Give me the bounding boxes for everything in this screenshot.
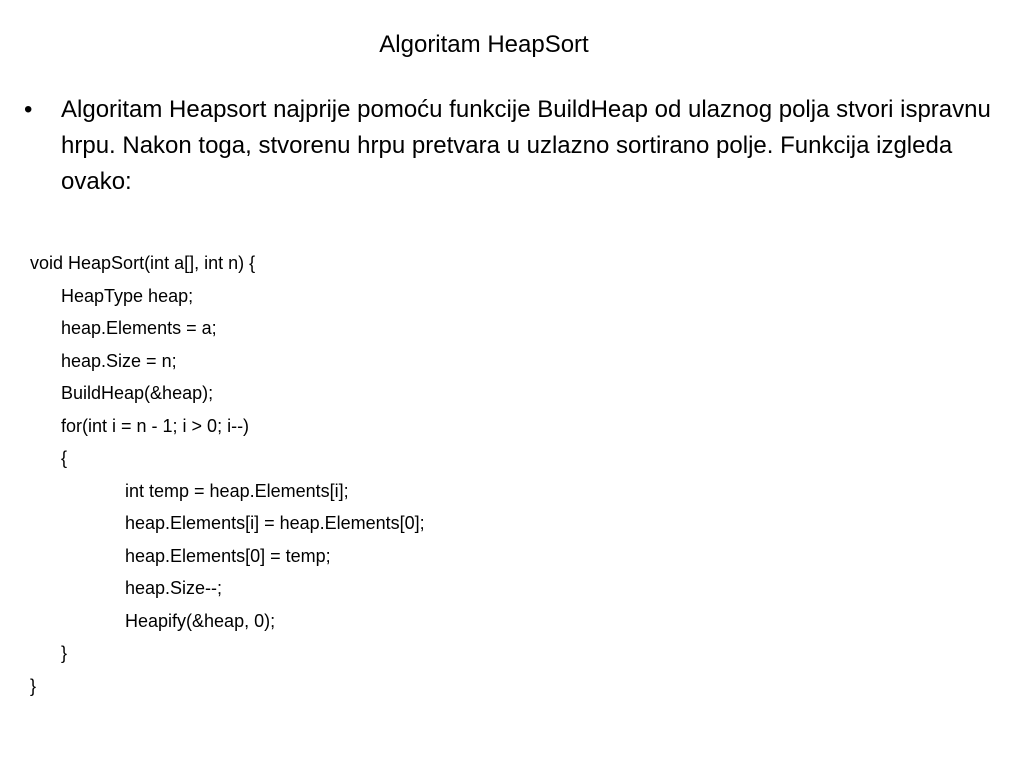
code-line: HeapType heap; xyxy=(61,285,194,306)
code-line: heap.Elements[i] = heap.Elements[0]; xyxy=(125,513,425,533)
code-line: heap.Size--; xyxy=(125,578,223,598)
code-line: int temp = heap.Elements[i]; xyxy=(125,480,349,501)
code-line: heap.Size = n; xyxy=(61,350,177,371)
code-line: { xyxy=(61,448,68,468)
bullet-paragraph xyxy=(24,92,994,200)
slide-title: Algoritam HeapSort xyxy=(379,31,589,58)
bullet-marker: • xyxy=(24,96,33,123)
code-line: for(int i = n - 1; i > 0; i--) xyxy=(61,415,250,436)
code-line: Heapify(&heap, 0); xyxy=(125,610,276,631)
bullet-text: Algoritam Heapsort najprije pomoću funkcije BuildHeap od ulaznog polja stvori ispravnu hrpu. Nakon toga, stvorenu hrpu pretvara u uzlazno sortirano polje. Funkcija izgleda ovako: xyxy=(61,96,991,195)
code-line: } xyxy=(30,675,37,696)
code-block xyxy=(30,247,930,702)
code-line: BuildHeap(&heap); xyxy=(61,383,214,403)
code-line: heap.Elements = a; xyxy=(61,318,217,338)
code-line: heap.Elements[0] = temp; xyxy=(125,545,331,566)
code-line: } xyxy=(61,643,68,663)
code-line: void HeapSort(int a[], int n) { xyxy=(30,253,256,273)
